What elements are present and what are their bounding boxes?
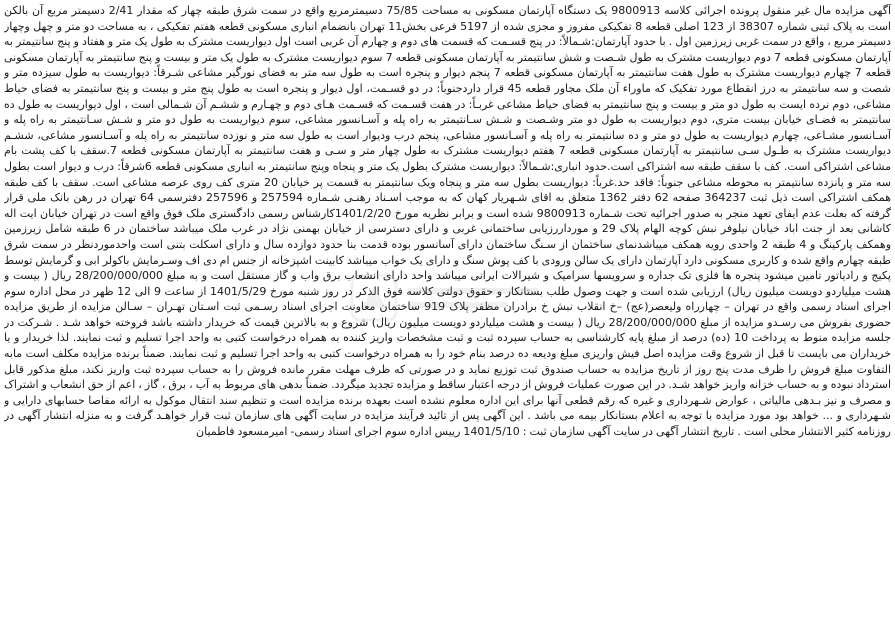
auction-notice-document [4, 3, 891, 628]
notice-body-text: آگهی مزایده مال غیر منقول پرونده اجرائی کلاسه 9800913 یک دستگاه آپارتمان مسکونی به مساحت 75/85 دسیمترمربع واقع در سمت شرق طبقه چهار که مقدار 2/41 دسیمتر مربع آن بالکن است به پلاک ثبتی شماره 38307 از 123 اصلی قطعه 8 تفکیکی مفروز و مجزی شده از 5197 فرعی بخش11 تهران بانضمام انباری مسکونی قطعه هفتم تفکیکی ، به مساحت دو متر و چهل وچهار دسیمتر مربع ، واقع در سمت غربی زیرزمین اول . با حدود آپارتمان:شـمالاً: در پنج قسـمت که قسمت های دوم و چهارم آن غربی است اول دیواریست مشترک به طول یک متر و هفتاد و پنج سانتیمتر به آپارتمان مسکونی قطعه 7 دوم دیواریست مشترک به طول شـصت و شش سانتیمتر به آپارتمان مسکونی قطعه 7 سوم دیواریست مشترک به طول یک متر و بیست و پنج سانتیمتر به آپارتمان مسکونی قطعه 7 چهارم دیواریست مشترک به طول هفت سانتیمتر به آپارتمان مسکونی قطعه 7 پنجم دیوار و پنجره است به طول سه متر به فضای نورگیر مشاعی شـرقاً: دیواریست به طول سیزده متر و شصت و سه سانتیمتر به درز انقطاع مورد تفکیک که ماوراء آن ملک مجاور قطعه 45 قرار داردجنوباً: در دو قسـمت، اول دیوار و پنجره است به طول پنج متر و بیست و پنج سانتیمتر به فضای حیاط مشاعی، دوم نرده ایست به طول دو متر و بیست و پنج سانتیمتر به فضای حیاط مشاعی غربـاً: در هفت قسـمت که قسـمت هـای دوم و چهـارم و ششـم آن شـمالی است ، اول دیواریست به طول ده سانتیمتر به فضـای خیابان بیست متری، دوم دیواریست به طول دو متر وشـصت و شـش سـانتیمتر به راه پله و آسـانسور مشاعی، سوم دیواریست به طول دو متر و شـش سـانتیمتر به راه پله و آسـانسور مشـاعی، چهارم دیواریست به طول دو متر و ده سانتیمتر به راه پله و آسـانسور مشاعی، پنجم درب ودیوار است به طول سه متر و نوزده سانتیمتر به راه پله و آسـانسور مشاعی، ششـم دیواریست مشترک به طـول سـی سانتیمتر به آپارتمان مسکونی قطعه 7 هفتم دیواریست مشترک به طول چهار متر و سـی و هفت سانتیمتر به آپارتمان مسکونی قطعه 7.سقف با کف پشت بام مشاعی اشتراکی است. کف با سقف طبقه سه اشتراکی است.حدود انباری:شـمالاً: دیواریست مشترک بطول یک متر و پنجاه وپنج سانتیمتر به انباری مسکونی قطعه 6شرقاً: درب و دیوار است بطول سه متر و پانزده سانتیمتر به محوطه مشاعی جنوباً: فاقد حد.غرباً: دیواریست بطول سه متر و پنجاه ویک سانتیمتر به قسمت پر خیابان 20 متری کف روی عرصه مشاعی است. سقف با کف طبقه همکف اشتراکی است ذیل ثبت 364237 صفحه 62 دفتر 1362 متعلق به اقای شـهریار کهان که به موجب اسـناد رهنـی شـماره 257594 و 257596 دفترسمی 64 تهران در رهن بانک ملی قرار گرفته که بعلت عدم ایفای تعهد منجر به صدور اجرائیه تحت شـماره 9800913 شده است و برابر نظریه مورخ 1401/2/20کارشناس رسمی دادگستری ملک فوق واقع است در تهران خیابان ایت اله کاشانی بعد از جنت اباد خیابان نیلوفر نبش کوچه الهام پلاک 29 و مورداررزیابی ساختمانی غربی و دارای دسترسی از خیابان بهمنی نژاد در غرب ملک میباشد ساختمان در 6 طبقه شامل زیرزمین وهمکف پارکینگ و 4 طبقه 2 واحدی رویه همکف میباشدنمای ساختمان از سـنگ ساختمان دارای آسانسور بوده قدمت بنا حدود دوازده سال و دارای اسکلت بتنی است واحدموردنظر در سمت شرق طبقه چهارم واقع شده و کاربری مسکونی دارد آپارتمان دارای یک سالن ورودی با کف پوش سنگ و دارای یک خواب میباشد کابینت اشپزخانه از جنس ام دی اف وسـرمایش باکولر ابی و گرمایش توسط پکیج و رادیاتور تامین میشود پنجره ها فلزی تک جداره و سرویسها سرامیک و شیرالات ایرانی میباشد واحد دارای انشعاب برق واب و گاز مستقل است و به مبلغ 28/200/000/000 ریال ( بیست و هشت میلیاردو دویست میلیون ریال) ارزیابی شده است و جهت وصول طلب بستانکار و حقوق دولتی کلاسه فوق الذکر در روز شنبه مورخ 1401/5/29 از ساعت 9 الی 12 ظهر در محل اداره سوم اجرای اسناد رسمی واقع در تهران – چهارراه ولیعصر(عج) –خ انقلاب نبش خ برادران مظفر پلاک 919 ساختمان معاونت اجرای اسناد رسـمی ثبت اسـتان تهـران – سـالن مزایده از طریق مزایده حضوری بفروش می رسـدو مزایده از مبلغ 28/200/000/000 ریال ( بیست و هشت میلیاردو دویست میلیون ریال) شروع و به بالاترین قیمت که خریدار داشته باشد فروخته خواهد شـد . شـرکت در جلسه مزایده منوط به پرداخت 10 (ده) درصد از مبلغ پایه کارشناسی به حساب سپرده ثبت و ثبت مشخصات واریز کننده به همراه درخواست کتبی به واحد اجرا تسلیم و ثبت نمایند. لذا خریدار و یا خریداران می بایست تا قبل از شروع وقت مزایده اصل فیش واریزی مبلغ ودیعه ده درصد بنام خود را به همراه درخواست کتبی به واحد اجرا تسلیم و ثبت نمایند. ضمناً برنده مزایده مکلف است مابه التفاوت مبلغ فروش را ظرف مدت پنج روز از تاریخ مزایده به حساب صندوق ثبت توزیع نماید و در صورتی که ظرف مهلت مقرر مانده فروش را به حساب سپرده ثبت واریز نکند، مبلغ مذکور قابل استرداد نبوده و به حساب خزانه واریز خواهد شـد. در این صورت عملیات فروش از درجه اعتبار ساقط و مزایده تجدید میگردد. ضمناً بدهی های مربوط به آب ، برق ، گاز ، اعم از حق انشعاب و اشتراک و مصرف و نیز بـدهی مالیاتی ، عوارض شـهرداری و غیره که رقم قطعی آنها برای این اداره معلوم نشده است بعهده برنده مزایده است و تنظیم سند انتقال موکول به ارائه مفاصا حسابهای دارایی و شـهرداری و ... خواهد بود مورد مزایده با توجه به اعلام بستانکار بیمه می باشد . این آگهی پس از تائید فرآیند مزایده در سایت آگهی های سازمان ثبت قرار خواهـد گرفت و به منزله انتشار آگهی در روزنامه کثیر الانتشار محلی است . تاریخ انتشار آگهی در سایت آگهی سازمان ثبت : 1401/5/10 رییس اداره سوم اجرای اسناد رسمی- امیرمسعود فاطمیان [4, 4, 891, 439]
